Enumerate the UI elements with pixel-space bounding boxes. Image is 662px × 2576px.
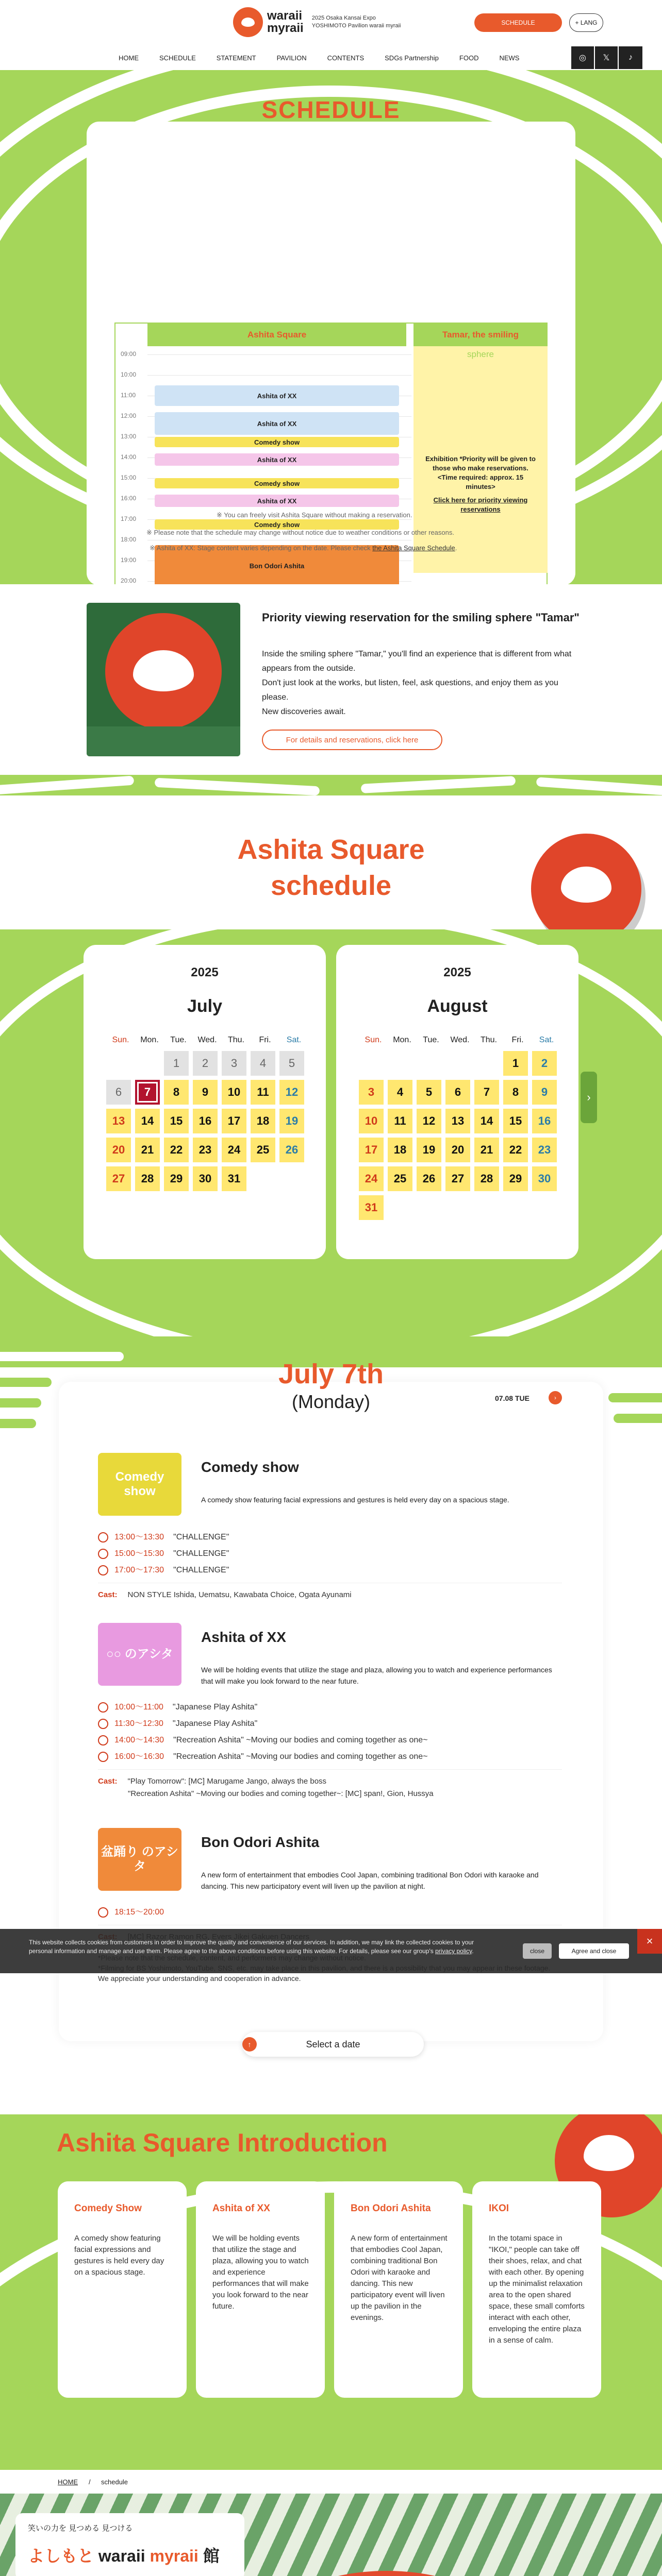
calendar-day: 1 <box>164 1051 189 1076</box>
next-day-arrow[interactable]: › <box>549 1391 562 1404</box>
program-desc: A new form of entertainment that embodies Cool Japan, combining traditional Bon Odori with karaoke and dancing. This new participatory event will liven up the pavilion at night. <box>201 1871 539 1890</box>
time-label: 19:00 <box>121 556 137 564</box>
calendar-day[interactable]: 5 <box>417 1080 441 1105</box>
calendar-day[interactable]: 29 <box>503 1166 528 1191</box>
calendar-day[interactable]: 9 <box>193 1080 218 1105</box>
logo-sphere-icon <box>233 7 263 37</box>
time-label: 18:00 <box>121 536 137 543</box>
calendar-blank <box>106 1051 131 1076</box>
schedule-event[interactable]: Comedy show <box>155 519 399 530</box>
time-slot <box>98 1547 229 1559</box>
calendar-blank <box>445 1051 470 1076</box>
calendar-day[interactable]: 27 <box>106 1166 131 1191</box>
schedule-event[interactable]: Comedy show <box>155 478 399 488</box>
cast-label: Cast: <box>98 1777 118 1786</box>
slot-name: "Japanese Play Ashita" <box>172 1719 258 1728</box>
slot-name: "Recreation Ashita" ~Moving our bodies and coming together as one~ <box>173 1752 428 1761</box>
schedule-event[interactable]: Ashita of XX <box>155 495 399 507</box>
hero-logo <box>15 2513 244 2576</box>
calendar-day[interactable]: 24 <box>222 1138 246 1162</box>
clock-icon <box>98 1752 108 1762</box>
hero-brand: よしもと waraii myraii 館 <box>28 2547 220 2565</box>
intro-card <box>334 2181 463 2398</box>
select-date-label: Select a date <box>306 2039 360 2049</box>
clock-icon <box>98 1565 108 1575</box>
weekday-label: Tue. <box>170 1036 187 1044</box>
site-header <box>0 0 662 46</box>
hero-jp-line: 笑いの力を 見つめる 見つける <box>28 2524 133 2533</box>
schedule-note-2: ※ Please note that the schedule may change without notice due to weather conditions or other reasons. <box>146 529 454 536</box>
calendar-month: August <box>427 996 488 1016</box>
calendar-day[interactable]: 30 <box>532 1166 557 1191</box>
intro-card-title: Ashita of XX <box>212 2203 270 2214</box>
weekday-label: Thu. <box>227 1036 244 1044</box>
day-subtitle: (Monday) <box>291 1391 371 1412</box>
calendar-day[interactable]: 16 <box>193 1109 218 1133</box>
priority-details-button[interactable]: For details and reservations, click here <box>262 730 442 750</box>
nav-item-home[interactable]: HOME <box>119 54 139 62</box>
calendar-title-2: schedule <box>270 870 392 901</box>
calendar-blank <box>474 1051 499 1076</box>
weekday-label: Wed. <box>197 1036 217 1044</box>
exhibit-text: Exhibition *Priority will be given to those who make reservations. <Time required: approx. 15 minutes> <box>425 455 536 490</box>
calendar-day[interactable]: 19 <box>417 1138 441 1162</box>
schedule-event[interactable]: Comedy show <box>155 437 399 447</box>
calendar-day[interactable]: 31 <box>222 1166 246 1191</box>
calendar-day[interactable]: 6 <box>445 1080 470 1105</box>
nav-item-news[interactable]: NEWS <box>499 54 520 62</box>
grid-line <box>147 354 411 355</box>
schedule-event[interactable]: Ashita of XX <box>155 453 399 466</box>
weekday-label: Fri. <box>511 1036 524 1044</box>
intro-section <box>0 2114 662 2470</box>
time-slot <box>98 1717 257 1729</box>
priority-reservation-link[interactable]: Click here for priority viewing reservations <box>433 496 528 513</box>
calendar-year: 2025 <box>191 965 219 979</box>
weekday-label: Sun. <box>112 1036 129 1044</box>
calendar-day[interactable]: 17 <box>222 1109 246 1133</box>
calendar-grid <box>106 1051 307 1191</box>
intro-card-title: IKOI <box>489 2203 509 2214</box>
cast-value: "Play Tomorrow": [MC] Marugame Jango, always the boss <box>127 1777 327 1786</box>
privacy-policy-link[interactable]: privacy policy <box>435 1947 472 1955</box>
cast-label: Cast: <box>98 1590 118 1599</box>
calendar-day[interactable]: 10 <box>222 1080 246 1105</box>
col-tamar: Tamar, the smiling <box>413 324 548 346</box>
calendar-day[interactable]: 2 <box>532 1051 557 1076</box>
slot-time: 17:00〜17:30 <box>114 1566 164 1574</box>
cookie-dismiss-icon[interactable]: × <box>637 1929 662 1954</box>
slot-time: 13:00〜13:30 <box>114 1533 164 1541</box>
calendar-day[interactable]: 13 <box>106 1109 131 1133</box>
time-label: 16:00 <box>121 495 137 502</box>
intro-title: Ashita Square Introduction <box>57 2128 388 2157</box>
next-day-tag[interactable]: 07.08 TUE <box>495 1394 529 1402</box>
schedule-note-1: ※ You can freely visit Ashita Square without making a reservation. <box>217 511 412 519</box>
weekday-label: Tue. <box>423 1036 439 1044</box>
time-label: 11:00 <box>121 392 136 399</box>
program-cast <box>98 1589 562 1601</box>
breadcrumb-sep: / <box>89 2478 91 2486</box>
calendar-day[interactable]: 17 <box>359 1138 384 1162</box>
time-label: 13:00 <box>121 433 137 440</box>
time-slot <box>98 1700 257 1713</box>
day-disclaimer: We appreciate your understanding and cooperation in advance. <box>98 1974 301 1982</box>
main-nav <box>0 47 662 68</box>
col-ashita-square: Ashita Square <box>147 324 406 346</box>
calendar-blank <box>417 1051 441 1076</box>
calendar-next-arrow[interactable]: › <box>581 1072 597 1123</box>
calendar-day[interactable]: 3 <box>359 1080 384 1105</box>
tamar-sphere-decor <box>531 834 641 944</box>
calendar-month: July <box>187 996 223 1016</box>
calendar-day[interactable]: 26 <box>417 1166 441 1191</box>
instagram-icon[interactable]: ◎ <box>571 46 594 69</box>
program-title: Bon Odori Ashita <box>201 1834 320 1850</box>
calendar-day[interactable]: 29 <box>164 1166 189 1191</box>
intro-card-text: A new form of entertainment that embodies Cool Japan, combining traditional Bon Odori with karaoke and dancing. This new participatory event will liven up the pavilion in the evenings. <box>351 2234 448 2322</box>
clock-icon <box>98 1532 108 1543</box>
weekday-label: Sat. <box>286 1036 302 1044</box>
calendar-day: 3 <box>222 1051 246 1076</box>
schedule-title: SCHEDULE <box>261 96 401 123</box>
calendar-day[interactable]: 31 <box>359 1195 384 1220</box>
program-desc: A comedy show featuring facial expressions and gestures is held every day on a spacious stage. <box>201 1496 509 1504</box>
tamar-sub: sphere <box>467 349 494 359</box>
breadcrumb-current: schedule <box>101 2478 128 2486</box>
schedule-note-3: ※ Ashita of XX: Stage content varies depending on the date. Please check the Ashita Square Schedule. <box>150 544 457 552</box>
calendar-day[interactable]: 21 <box>135 1138 160 1162</box>
time-label: 20:00 <box>121 577 137 584</box>
calendar-day[interactable]: 10 <box>359 1109 384 1133</box>
weekday-label: Mon. <box>140 1036 159 1044</box>
logo-subtitle-2: YOSHIMOTO Pavilion waraii myraii <box>311 23 401 29</box>
schedule-event[interactable]: Bon Odori Ashita <box>155 545 399 586</box>
calendar-blank <box>135 1051 160 1076</box>
time-label: 14:00 <box>121 453 137 461</box>
calendar-day[interactable]: 12 <box>417 1109 441 1133</box>
calendar-july <box>84 945 326 1259</box>
intro-card-text: A comedy show featuring facial expressions and gestures is held every day on a spacious stage. <box>74 2234 164 2277</box>
program-icon: Comedy show <box>98 1453 181 1516</box>
tamar-sphere-image <box>87 603 240 756</box>
weekday-label: Fri. <box>259 1036 271 1044</box>
calendar-day[interactable]: 12 <box>279 1080 304 1105</box>
breadcrumb-home[interactable]: HOME <box>58 2478 78 2486</box>
calendar-blank <box>388 1051 412 1076</box>
calendar-day[interactable]: 28 <box>135 1166 160 1191</box>
calendar-day: 6 <box>106 1080 131 1105</box>
calendar-day[interactable]: 20 <box>445 1138 470 1162</box>
slot-time: 16:00〜16:30 <box>114 1752 164 1761</box>
calendar-day[interactable]: 15 <box>503 1109 528 1133</box>
footer-hero <box>0 2494 662 2576</box>
slot-time: 11:30〜12:30 <box>114 1719 163 1728</box>
logo-subtitle-1: 2025 Osaka Kansai Expo <box>311 15 376 21</box>
program-title: Ashita of XX <box>201 1629 286 1645</box>
time-slot <box>98 1750 428 1762</box>
schedule-event[interactable]: Ashita of XX <box>155 412 399 435</box>
intro-card <box>58 2181 187 2398</box>
logo-text-bottom: myraii <box>267 21 304 35</box>
tiktok-icon[interactable]: ♪ <box>619 46 642 69</box>
calendar-day[interactable]: 26 <box>279 1138 304 1162</box>
calendar-day[interactable]: 13 <box>445 1109 470 1133</box>
time-label: 12:00 <box>121 412 137 419</box>
day-title-text: July 7th <box>278 1359 384 1389</box>
priority-section <box>0 584 662 775</box>
calendar-day[interactable]: 30 <box>193 1166 218 1191</box>
calendar-day[interactable]: 18 <box>251 1109 275 1133</box>
calendar-weekdays <box>106 1036 308 1045</box>
calendar-year: 2025 <box>443 965 471 979</box>
nav-item-pavilion[interactable]: PAVILION <box>276 54 307 62</box>
calendar-day[interactable]: 7 <box>135 1080 160 1105</box>
weekday-label: Wed. <box>450 1036 470 1044</box>
time-slot <box>98 1530 229 1543</box>
intro-card <box>472 2181 601 2398</box>
calendar-day[interactable]: 16 <box>532 1109 557 1133</box>
calendar-day[interactable]: 25 <box>251 1138 275 1162</box>
time-slot <box>98 1905 173 1918</box>
clock-icon <box>98 1719 108 1729</box>
program-icon: ○○ のアシタ <box>98 1623 181 1686</box>
time-label: 09:00 <box>121 350 137 358</box>
program-title: Comedy show <box>201 1459 299 1475</box>
site-logo[interactable] <box>233 7 401 37</box>
program-desc: We will be holding events that utilize the stage and plaza, allowing you to watch and experience performances that will make you look forward to the near future. <box>201 1666 552 1685</box>
clock-icon <box>98 1702 108 1713</box>
ashita-schedule-link[interactable]: the Ashita Square Schedule <box>372 544 455 552</box>
calendar-day[interactable]: 7 <box>474 1080 499 1105</box>
calendar-day: 4 <box>251 1051 275 1076</box>
intro-card <box>196 2181 325 2398</box>
program-icon: 盆踊り のアシタ <box>98 1828 181 1891</box>
tamar-exhibit-block <box>413 346 548 573</box>
priority-heading: Priority viewing reservation for the smiling sphere "Tamar" <box>262 611 580 624</box>
slot-name: "Recreation Ashita" ~Moving our bodies and coming together as one~ <box>173 1736 428 1744</box>
breadcrumb <box>0 2470 662 2494</box>
x-icon[interactable]: 𝕏 <box>595 46 618 69</box>
slot-time: 14:00〜14:30 <box>114 1736 164 1744</box>
calendar-weekdays <box>359 1036 561 1045</box>
calendar-day[interactable]: 9 <box>532 1080 557 1105</box>
intro-card-text: We will be holding events that utilize the stage and plaza, allowing you to watch and experience performances that will make you look forward to the near future. <box>212 2234 309 2311</box>
calendar-day[interactable]: 22 <box>164 1138 189 1162</box>
calendar-day[interactable]: 24 <box>359 1166 384 1191</box>
slot-name: "CHALLENGE" <box>173 1533 229 1541</box>
divider <box>98 1769 562 1770</box>
weekday-label: Mon. <box>393 1036 411 1044</box>
cookie-close-button[interactable]: close <box>523 1943 552 1959</box>
cast-value: NON STYLE Ishida, Uematsu, Kawabata Choice, Ogata Ayunami <box>127 1590 352 1599</box>
cast-value-2: "Recreation Ashita" ~Moving our bodies and coming together~: [MC] span!, Gion, Hussya <box>128 1789 434 1798</box>
calendar-day[interactable]: 8 <box>503 1080 528 1105</box>
slot-time: 18:15〜20:00 <box>114 1908 164 1917</box>
calendar-day[interactable]: 1 <box>503 1051 528 1076</box>
calendar-grid <box>359 1051 560 1220</box>
calendar-day[interactable]: 15 <box>164 1109 189 1133</box>
calendar-day[interactable]: 22 <box>503 1138 528 1162</box>
calendar-day[interactable]: 8 <box>164 1080 189 1105</box>
calendar-blank <box>359 1051 384 1076</box>
nav-item-sdgs-partnership[interactable]: SDGs Partnership <box>385 54 439 62</box>
calendar-day[interactable]: 18 <box>388 1138 412 1162</box>
nav-item-statement[interactable]: STATEMENT <box>216 54 256 62</box>
cookie-banner <box>0 1929 662 1973</box>
calendar-day[interactable]: 28 <box>474 1166 499 1191</box>
time-label: 15:00 <box>121 474 137 481</box>
weekday-label: Sat. <box>539 1036 554 1044</box>
calendar-title-1: Ashita Square <box>237 834 425 865</box>
slot-time: 10:00〜11:00 <box>114 1703 163 1711</box>
calendar-day[interactable]: 19 <box>279 1109 304 1133</box>
slot-time: 15:00〜15:30 <box>114 1549 164 1558</box>
calendar-day[interactable]: 11 <box>251 1080 275 1105</box>
select-date-button[interactable] <box>242 2032 424 2057</box>
header-schedule-button[interactable]: SCHEDULE <box>474 13 562 32</box>
calendar-day[interactable]: 21 <box>474 1138 499 1162</box>
slot-name: "CHALLENGE" <box>173 1566 229 1574</box>
intro-card-title: Comedy Show <box>74 2203 142 2214</box>
weekday-label: Sun. <box>365 1036 382 1044</box>
intro-card-title: Bon Odori Ashita <box>351 2203 431 2214</box>
calendar-day[interactable]: 20 <box>106 1138 131 1162</box>
program-cast <box>98 1775 562 1800</box>
calendar-day[interactable]: 23 <box>193 1138 218 1162</box>
nav-item-contents[interactable]: CONTENTS <box>327 54 365 62</box>
schedule-event[interactable]: Ashita of XX <box>155 385 399 406</box>
slot-name: "Japanese Play Ashita" <box>172 1703 258 1711</box>
slot-name: "CHALLENGE" <box>173 1549 229 1558</box>
cookie-agree-button[interactable]: Agree and close <box>559 1943 629 1959</box>
time-slot <box>98 1733 428 1745</box>
clock-icon <box>98 1549 108 1559</box>
calendar-day[interactable]: 27 <box>445 1166 470 1191</box>
calendar-day: 5 <box>279 1051 304 1076</box>
calendar-day[interactable]: 25 <box>388 1166 412 1191</box>
calendar-day: 2 <box>193 1051 218 1076</box>
nav-item-food[interactable]: FOOD <box>459 54 479 62</box>
clock-icon <box>98 1907 108 1918</box>
arrow-up-icon: ↑ <box>242 2037 257 2052</box>
calendar-day[interactable]: 4 <box>388 1080 412 1105</box>
nav-item-schedule[interactable]: SCHEDULE <box>159 54 196 62</box>
lang-button[interactable]: + LANG <box>569 13 603 32</box>
calendar-august <box>336 945 578 1259</box>
calendar-day[interactable]: 23 <box>532 1138 557 1162</box>
weekday-label: Thu. <box>480 1036 497 1044</box>
calendar-day[interactable]: 11 <box>388 1109 412 1133</box>
intro-card-text: In the totami space in "IKOI," people can take off their shoes, relax, and chat with each other. By opening up the minimalist relaxation area to the open shared space, these small comforts interact with each other, enveloping the entire plaza in a sense of calm. <box>489 2234 585 2345</box>
calendar-day[interactable]: 14 <box>135 1109 160 1133</box>
calendar-day[interactable]: 14 <box>474 1109 499 1133</box>
grid-line <box>147 375 411 376</box>
clock-icon <box>98 1735 108 1745</box>
priority-body: Inside the smiling sphere "Tamar," you'll find an experience that is different from what appears from the outside. Don't just look at the works, but listen, feel, ask questions, and enjoy them as you please. New discoveries await. <box>262 650 572 716</box>
logo-text-top: waraii <box>267 9 303 23</box>
time-slot <box>98 1563 229 1575</box>
cookie-text: This website collects cookies from customers in order to improve the quality and convenience of our services. In addition, we may link the collected cookies to your personal information and manage and use them. Please agree to the above conditions before using this website. For details, please see our group's privacy policy. <box>29 1939 474 1955</box>
time-label: 17:00 <box>121 515 137 522</box>
time-label: 10:00 <box>121 371 137 378</box>
